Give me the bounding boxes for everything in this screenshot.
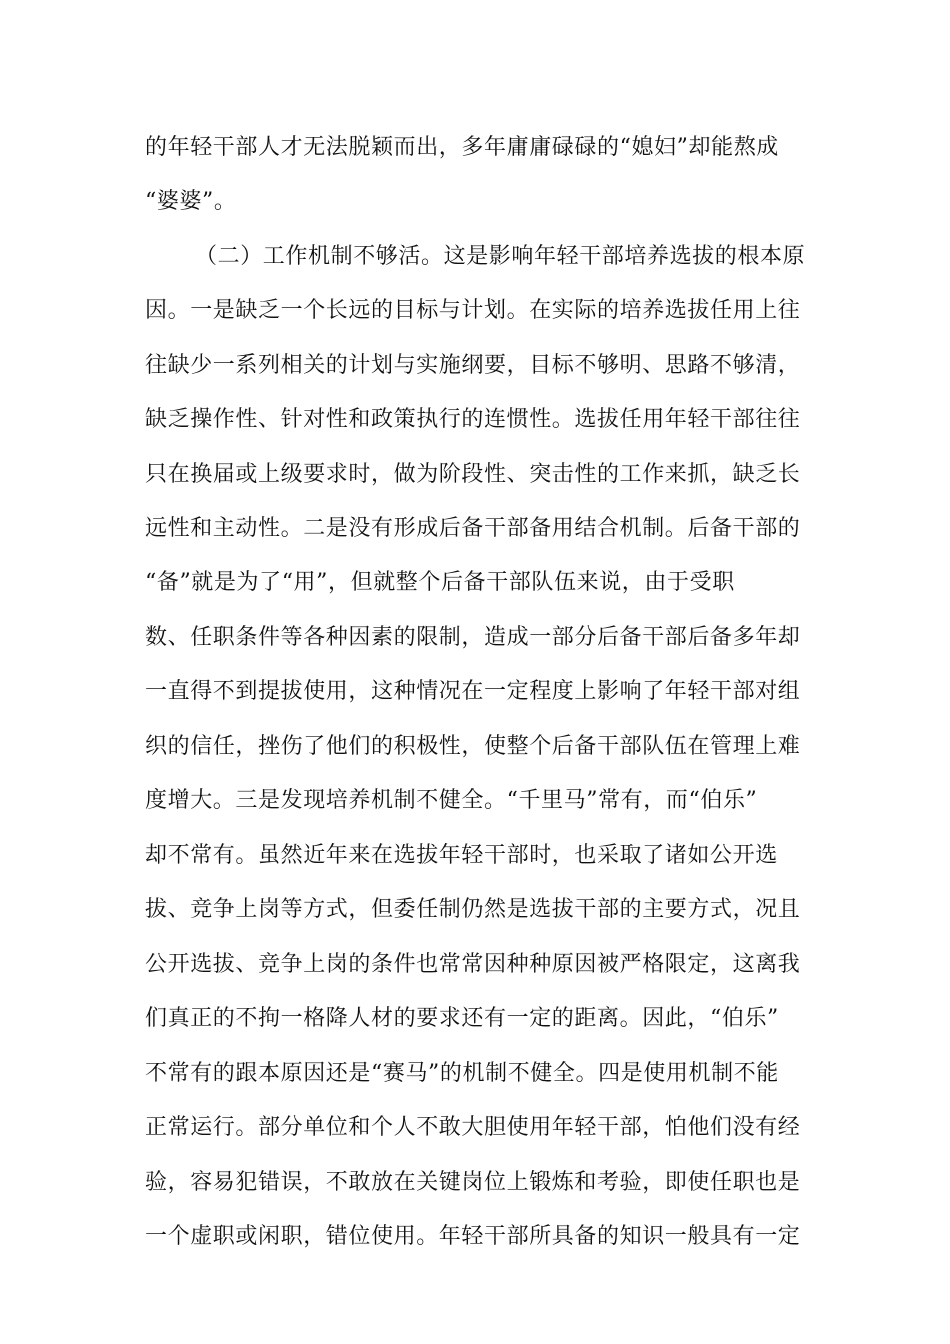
text-line: 正常运行。部分单位和个人不敢大胆使用年轻干部，怕他们没有经 xyxy=(145,1115,801,1140)
text-line: 验，容易犯错误，不敢放在关键岗位上锻炼和考验，即使任职也是 xyxy=(145,1170,801,1195)
text-line: “备”就是为了“用”，但就整个后备干部队伍来说，由于受职 xyxy=(145,570,735,595)
text-line: 只在换届或上级要求时，做为阶段性、突击性的工作来抓，缺乏长 xyxy=(145,462,801,487)
paragraph-heading-line: （二）工作机制不够活。这是影响年轻干部培养选拔的根本原 xyxy=(195,244,806,269)
text-line: 不常有的跟本原因还是“赛马”的机制不健全。四是使用机制不能 xyxy=(145,1061,779,1086)
text-line: 因。一是缺乏一个长远的目标与计划。在实际的培养选拔任用上往 xyxy=(145,298,801,323)
text-line: “婆婆”。 xyxy=(145,189,237,214)
text-line: 的年轻干部人才无法脱颖而出，多年庸庸碌碌的“媳妇”却能熬成 xyxy=(145,135,779,160)
text-line: 往缺少一系列相关的计划与实施纲要，目标不够明、思路不够清， xyxy=(145,353,801,378)
text-line: 度增大。三是发现培养机制不健全。“千里马”常有，而“伯乐” xyxy=(145,788,758,813)
text-line: 们真正的不拘一格降人材的要求还有一定的距离。因此，“伯乐” xyxy=(145,1006,779,1031)
text-line: 织的信任，挫伤了他们的积极性，使整个后备干部队伍在管理上难 xyxy=(145,734,801,759)
text-line: 缺乏操作性、针对性和政策执行的连惯性。选拔任用年轻干部往往 xyxy=(145,407,801,432)
text-line: 公开选拔、竞争上岗的条件也常常因种种原因被严格限定，这离我 xyxy=(145,952,801,977)
text-line: 数、任职条件等各种因素的限制，造成一部分后备干部后备多年却 xyxy=(145,625,801,650)
text-line: 一个虚职或闲职，错位使用。年轻干部所具备的知识一般具有一定 xyxy=(145,1224,801,1249)
text-line: 远性和主动性。二是没有形成后备干部备用结合机制。后备干部的 xyxy=(145,516,801,541)
text-line: 一直得不到提拔使用，这种情况在一定程度上影响了年轻干部对组 xyxy=(145,679,801,704)
text-line: 拔、竞争上岗等方式，但委任制仍然是选拔干部的主要方式，况且 xyxy=(145,897,801,922)
text-line: 却不常有。虽然近年来在选拔年轻干部时，也采取了诸如公开选 xyxy=(145,843,778,868)
